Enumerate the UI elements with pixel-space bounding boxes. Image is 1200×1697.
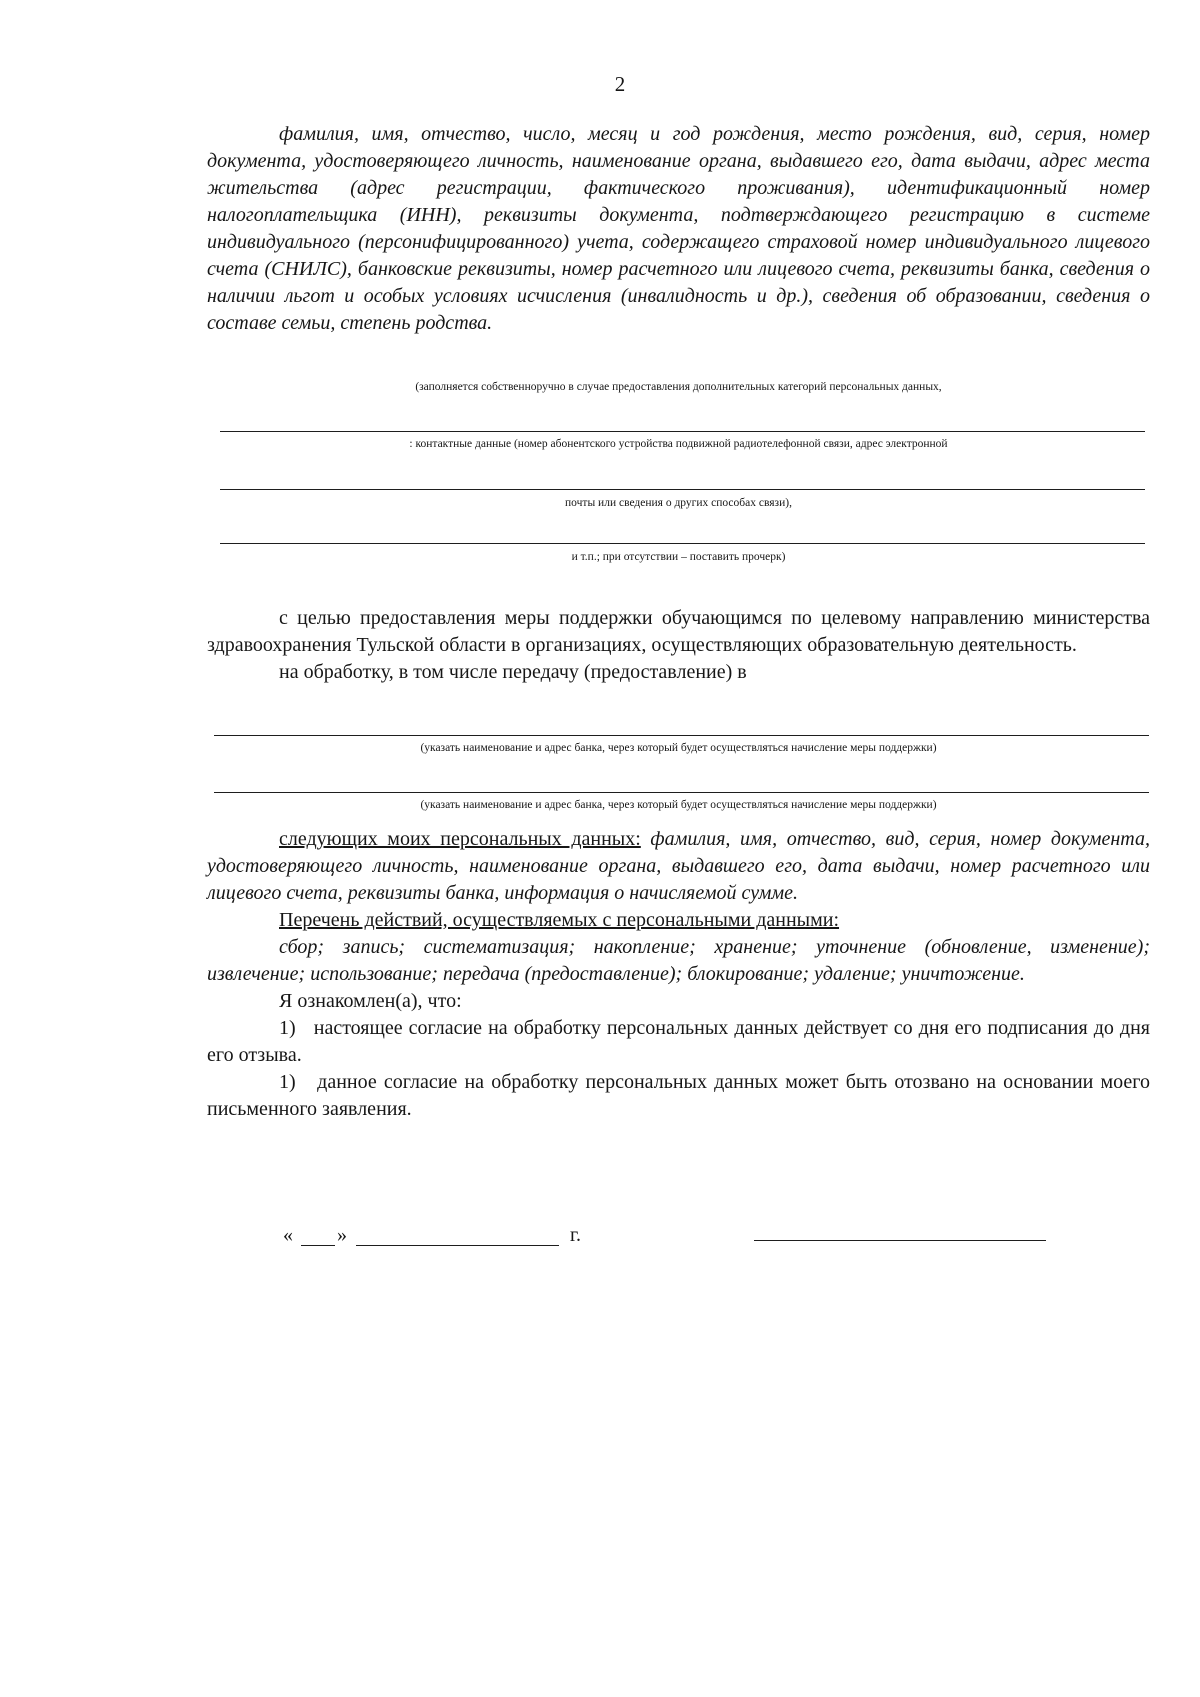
date-month-line[interactable] [356, 1245, 559, 1246]
caption-contact-data: : контактные данные (номер абонентского устройства подвижной радиотелефонной связи, адрес электронной [409, 438, 948, 450]
ack-item-2 [207, 1069, 1150, 1123]
purpose-section [207, 605, 1150, 686]
data-list-heading: следующих моих персональных данных: [279, 828, 641, 850]
purpose-text: с целью предоставления меры поддержки обучающимся по целевому направлению министерства здравоохранения Тульской области в организациях, осуществляющих образовательную деятельность. [207, 607, 1150, 656]
actions-heading: Перечень действий, осуществляемых с персональными данными: [279, 909, 840, 931]
personal-data-categories [207, 121, 1150, 337]
fill-line-2[interactable] [220, 489, 1145, 490]
data-list-paragraph [207, 826, 1150, 907]
caption-dash: и т.п.; при отсутствии – поставить прочерк) [571, 551, 786, 563]
ack-item-2-text: данное согласие на обработку персональных данных может быть отозвано на основании моего письменного заявления. [207, 1071, 1151, 1120]
date-year-suffix: г. [570, 1224, 581, 1246]
bank-line-1[interactable] [214, 735, 1149, 736]
fill-line-1[interactable] [220, 431, 1145, 432]
signature-line[interactable] [754, 1240, 1046, 1241]
fill-line-3[interactable] [220, 543, 1145, 544]
ack-item-2-number: 1) [279, 1071, 296, 1093]
ack-intro: Я ознакомлен(а), что: [279, 990, 462, 1012]
caption-additional-categories: (заполняется собственноручно в случае предоставления дополнительных категорий персональных данных, [415, 381, 942, 393]
categories-text: фамилия, имя, отчество, число, месяц и год рождения, место рождения, вид, серия, номер документа, удостоверяющего личность, наименование органа, выдавшего его, дата выдачи, адрес места жительства (адрес регистрации, фактического проживания), идентификационный номер налогоплательщика (ИНН), реквизиты документа, подтверждающего регистрацию в системе индивидуального (персонифицированного) учета, содержащего страховой номер индивидуального лицевого счета (СНИЛС), банковские реквизиты, номер расчетного или лицевого счета, реквизиты банка, сведения о наличии льгот и особых условиях исчисления (инвалидность и др.), сведения об образовании, сведения о составе семьи, степень родства. [207, 123, 1150, 334]
date-day-line[interactable] [301, 1245, 335, 1246]
page-number: 2 [614, 72, 626, 96]
transfer-text: на обработку, в том числе передачу (предоставление) в [279, 661, 747, 683]
data-list-body: фамилия, имя, отчество, вид, серия, номер документа, удостоверяющего личность, наименование органа, выдавшего его, дата выдачи, номер расчетного или лицевого счета, реквизиты банка, информация о начисляемой сумме. [207, 828, 1150, 904]
ack-item-1-number: 1) [279, 1017, 296, 1039]
actions-heading-paragraph [207, 907, 1150, 934]
actions-body: сбор; запись; систематизация; накопление; хранение; уточнение (обновление, изменение); извлечение; использование; передача (предоставление); блокирование; удаление; уничтожение. [207, 936, 1150, 985]
bank-line-2[interactable] [214, 792, 1149, 793]
ack-item-1 [207, 1015, 1150, 1069]
date-open-quote: « [283, 1224, 293, 1246]
caption-email: почты или сведения о других способах связи), [565, 497, 792, 509]
date-close-quote: » [337, 1224, 347, 1246]
ack-item-1-text: настоящее согласие на обработку персональных данных действует со дня его подписания до дня его отзыва. [207, 1017, 1150, 1066]
caption-bank-2: (указать наименование и адрес банка, через который будет осуществляться начисление меры поддержки) [420, 799, 937, 811]
caption-bank-1: (указать наименование и адрес банка, через который будет осуществляться начисление меры поддержки) [420, 742, 937, 754]
data-list-section [207, 826, 1150, 1123]
